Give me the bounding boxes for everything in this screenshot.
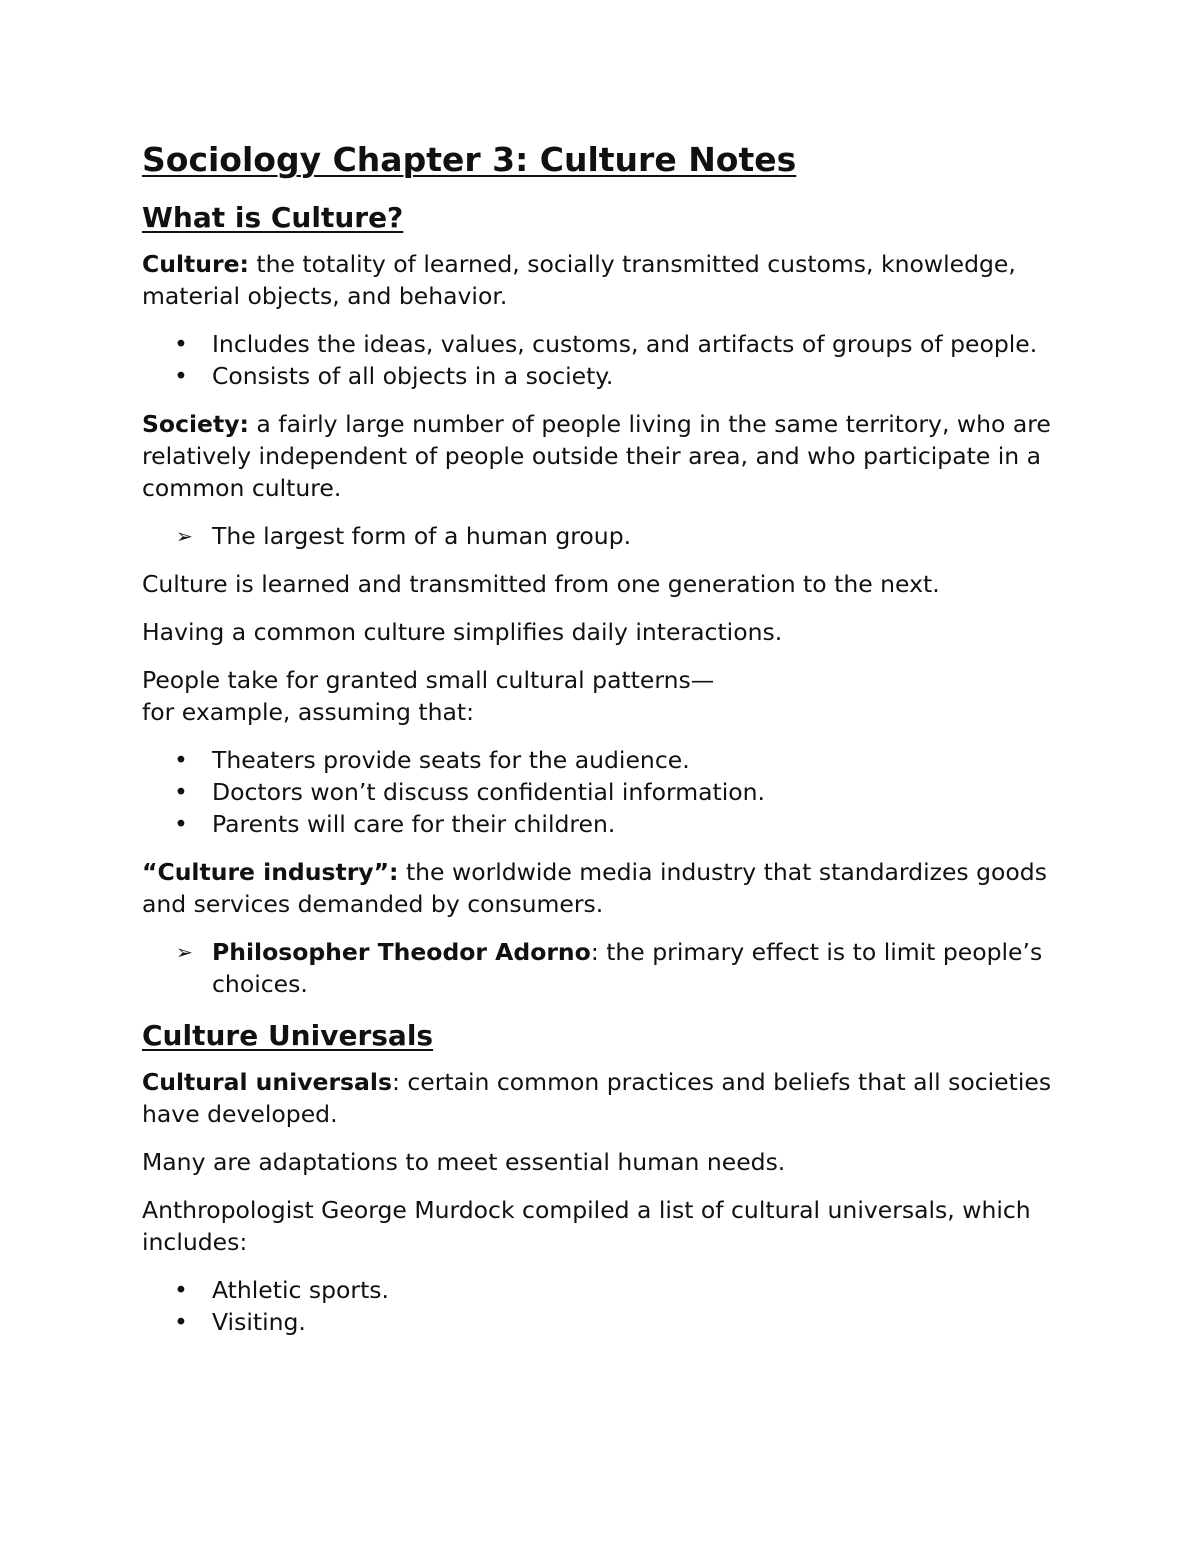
list-item-text: Consists of all objects in a society.	[212, 362, 614, 390]
list-item	[142, 936, 1072, 1000]
culture-definition-text: the totality of learned, socially transmitted customs, knowledge, material objects, and behavior.	[142, 250, 1016, 310]
list-item	[142, 1274, 1072, 1306]
bullet-icon: •	[174, 330, 188, 358]
society-term: Society:	[142, 410, 249, 438]
society-arrow-list	[142, 520, 1072, 552]
bullet-icon: •	[174, 778, 188, 806]
culture-term: Culture:	[142, 250, 249, 278]
list-item-text: Theaters provide seats for the audience.	[212, 746, 690, 774]
list-item-text: Athletic sports.	[212, 1276, 390, 1304]
paragraph-adaptations: Many are adaptations to meet essential human needs.	[142, 1148, 786, 1176]
list-item	[142, 328, 1072, 360]
list-item-text: Doctors won’t discuss confidential information.	[212, 778, 765, 806]
paragraph-culture-learned: Culture is learned and transmitted from one generation to the next.	[142, 570, 940, 598]
list-item	[142, 520, 1072, 552]
bullet-icon: •	[174, 362, 188, 390]
culture-industry-text: the worldwide media industry that standardizes goods and services demanded by consumers.	[142, 858, 1047, 918]
document-page	[142, 136, 1072, 1354]
list-item	[142, 744, 1072, 776]
list-item-text: Visiting.	[212, 1308, 306, 1336]
list-item	[142, 1306, 1072, 1338]
paragraph-taken-for-granted	[142, 664, 1072, 728]
cultural-universals-definition	[142, 1066, 1072, 1130]
paragraph-murdock: Anthropologist George Murdock compiled a list of cultural universals, which includes:	[142, 1196, 1031, 1256]
list-item-text: Parents will care for their children.	[212, 810, 616, 838]
list-item	[142, 776, 1072, 808]
list-item-text: The largest form of a human group.	[212, 522, 632, 550]
culture-industry-term: “Culture industry”:	[142, 858, 399, 886]
document-title: Sociology Chapter 3: Culture Notes	[142, 140, 797, 179]
bullet-icon: •	[174, 810, 188, 838]
culture-definition	[142, 248, 1072, 312]
granted-bullet-list	[142, 744, 1072, 840]
cultural-universals-term: Cultural universals	[142, 1068, 392, 1096]
section-heading-what-is-culture: What is Culture?	[142, 201, 404, 234]
arrow-bullet-icon: ➢	[176, 524, 193, 548]
culture-industry-definition	[142, 856, 1072, 920]
cultural-universals-text: : certain common practices and beliefs that all societies have developed.	[142, 1068, 1052, 1128]
paragraph-common-culture: Having a common culture simplifies daily interactions.	[142, 618, 783, 646]
list-item-text: : the primary effect is to limit people’s choices.	[212, 938, 1043, 998]
adorno-term: Philosopher Theodor Adorno	[212, 938, 591, 966]
bullet-icon: •	[174, 746, 188, 774]
list-item-text: Includes the ideas, values, customs, and artifacts of groups of people.	[212, 330, 1038, 358]
society-definition-text: a fairly large number of people living in the same territory, who are relatively independent of people outside their area, and who participate in a common culture.	[142, 410, 1051, 502]
bullet-icon: •	[174, 1276, 188, 1304]
list-item	[142, 808, 1072, 840]
section-heading-culture-universals: Culture Universals	[142, 1019, 434, 1052]
paragraph-line: People take for granted small cultural patterns—	[142, 666, 715, 694]
culture-bullet-list	[142, 328, 1072, 392]
bullet-icon: •	[174, 1308, 188, 1336]
murdock-bullet-list	[142, 1274, 1072, 1338]
paragraph-line: for example, assuming that:	[142, 698, 474, 726]
industry-arrow-list	[142, 936, 1072, 1000]
society-definition	[142, 408, 1072, 504]
arrow-bullet-icon: ➢	[176, 940, 193, 964]
list-item	[142, 360, 1072, 392]
